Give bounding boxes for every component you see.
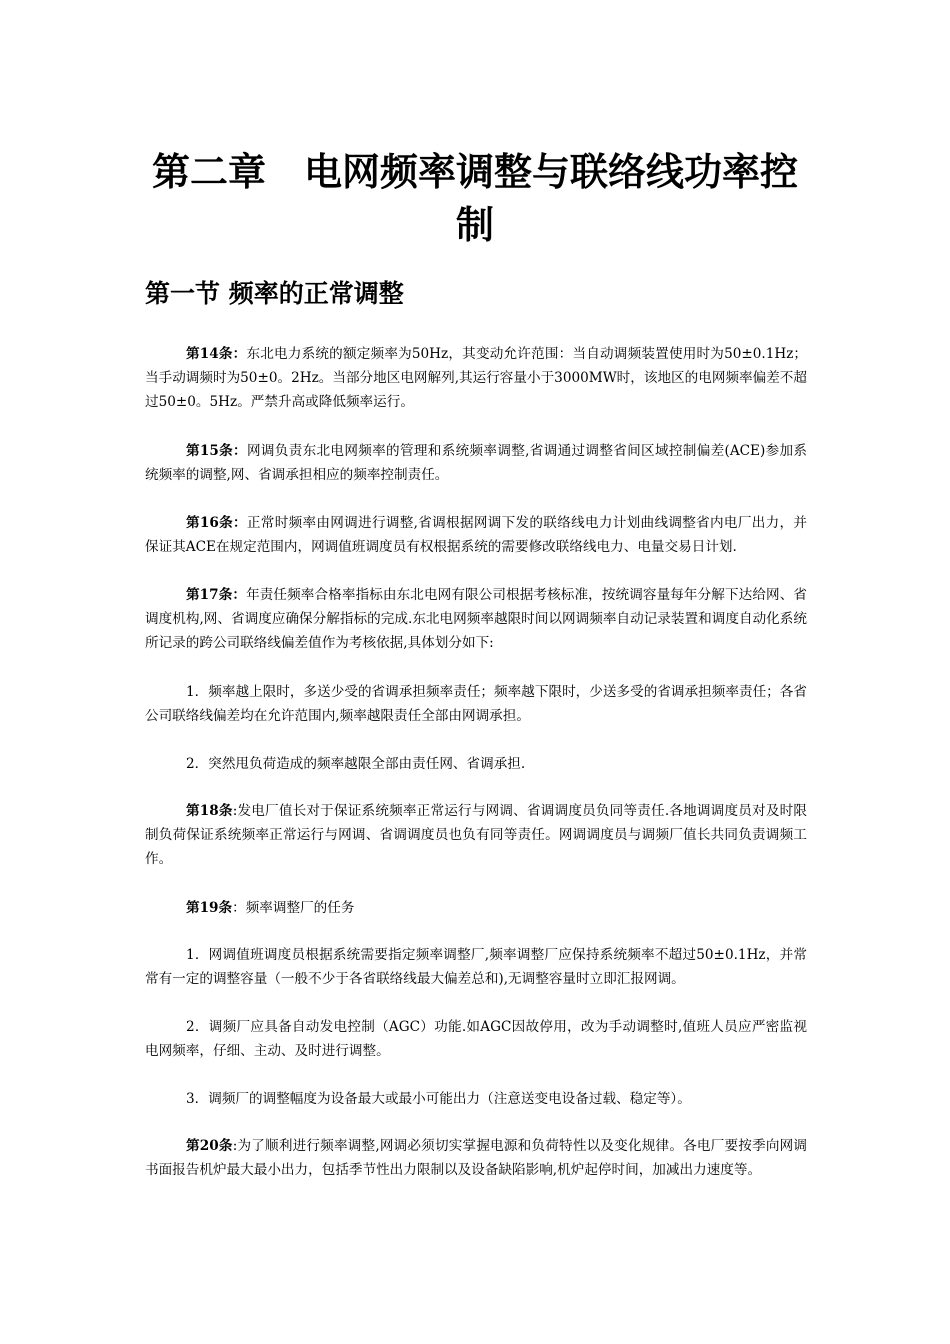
article-14 xyxy=(145,342,807,414)
article-17-item-1: 1．频率越上限时，多送少受的省调承担频率责任；频率越下限时，少送多受的省调承担频率责任；各省公司联络线偏差均在允许范围内,频率越限责任全部由网调承担。 xyxy=(145,684,807,724)
section-title: 第一节 频率的正常调整 xyxy=(145,279,404,308)
article-19-item-1: 1．网调值班调度员根据系统需要指定频率调整厂,频率调整厂应保持系统频率不超过50±0.1Hz，并常常有一定的调整容量（一般不少于各省联络线最大偏差总和),无调整容量时立即汇报网调。 xyxy=(145,947,807,987)
article-19-item-2: 2．调频厂应具备自动发电控制（AGC）功能.如AGC因故停用，改为手动调整时,值班人员应严密监视电网频率，仔细、主动、及时进行调整。 xyxy=(145,1019,807,1059)
article-20-label: 第20条 xyxy=(186,1138,233,1154)
article-19-text: ：频率调整厂的任务 xyxy=(232,900,355,916)
article-19-item-3: 3．调频厂的调整幅度为设备最大或最小可能出力（注意送变电设备过载、稳定等）。 xyxy=(186,1091,691,1107)
chapter-title xyxy=(140,146,810,252)
article-14-label: 第14条： xyxy=(186,346,247,362)
article-16-text: 正常时频率由网调进行调整,省调根据网调下发的联络线电力计划曲线调整省内电厂出力，并保证其ACE在规定范围内，网调值班调度员有权根据系统的需要修改联络线电力、电量交易日计划. xyxy=(145,515,807,555)
article-19-label: 第19条 xyxy=(186,900,233,916)
chapter-title-line2: 制 xyxy=(455,203,494,247)
article-20-text: :为了顺利进行频率调整,网调必须切实掌握电源和负荷特性以及变化规律。各电厂要按季向网调书面报告机炉最大最小出力，包括季节性出力限制以及设备缺陷影响,机炉起停时间，加减出力速度等。 xyxy=(145,1138,807,1178)
article-14-text: 东北电力系统的额定频率为50Hz，其变动允许范围：当自动调频装置使用时为50±0.1Hz；当手动调频时为50±0。2Hz。当部分地区电网解列,其运行容量小于3000MW时，该地区的电网频率偏差不超过50±0。5Hz。严禁升高或降低频率运行。 xyxy=(145,346,807,410)
article-17-label: 第17条： xyxy=(186,587,247,603)
article-18-label: 第18条 xyxy=(186,803,233,819)
article-19 xyxy=(145,896,807,920)
article-16 xyxy=(145,511,807,559)
article-15-label: 第15条： xyxy=(186,443,247,459)
article-17-item-2: 2．突然甩负荷造成的频率越限全部由责任网、省调承担. xyxy=(186,756,526,772)
article-15 xyxy=(145,439,807,487)
article-20 xyxy=(145,1134,807,1182)
article-17 xyxy=(145,583,807,655)
article-16-label: 第16条： xyxy=(186,515,247,531)
article-17-text: 年责任频率合格率指标由东北电网有限公司根据考核标准，按统调容量每年分解下达给网、省调度机构,网、省调度应确保分解指标的完成.东北电网频率越限时间以网调频率自动记录装置和调度自动化系统所记录的跨公司联络线偏差值作为考核依据,具体划分如下: xyxy=(145,587,807,651)
article-15-text: 网调负责东北电网频率的管理和系统频率调整,省调通过调整省间区域控制偏差(ACE)参加系统频率的调整,网、省调承担相应的频率控制责任。 xyxy=(145,443,807,483)
article-18-text: :发电厂值长对于保证系统频率正常运行与网调、省调调度员负同等责任.各地调调度员对及时限制负荷保证系统频率正常运行与网调、省调调度员也负有同等责任。网调调度员与调频厂值长共同负责调频工作。 xyxy=(145,803,807,867)
chapter-title-line1: 第二章 电网频率调整与联络线功率控 xyxy=(151,150,798,194)
article-18 xyxy=(145,799,807,871)
